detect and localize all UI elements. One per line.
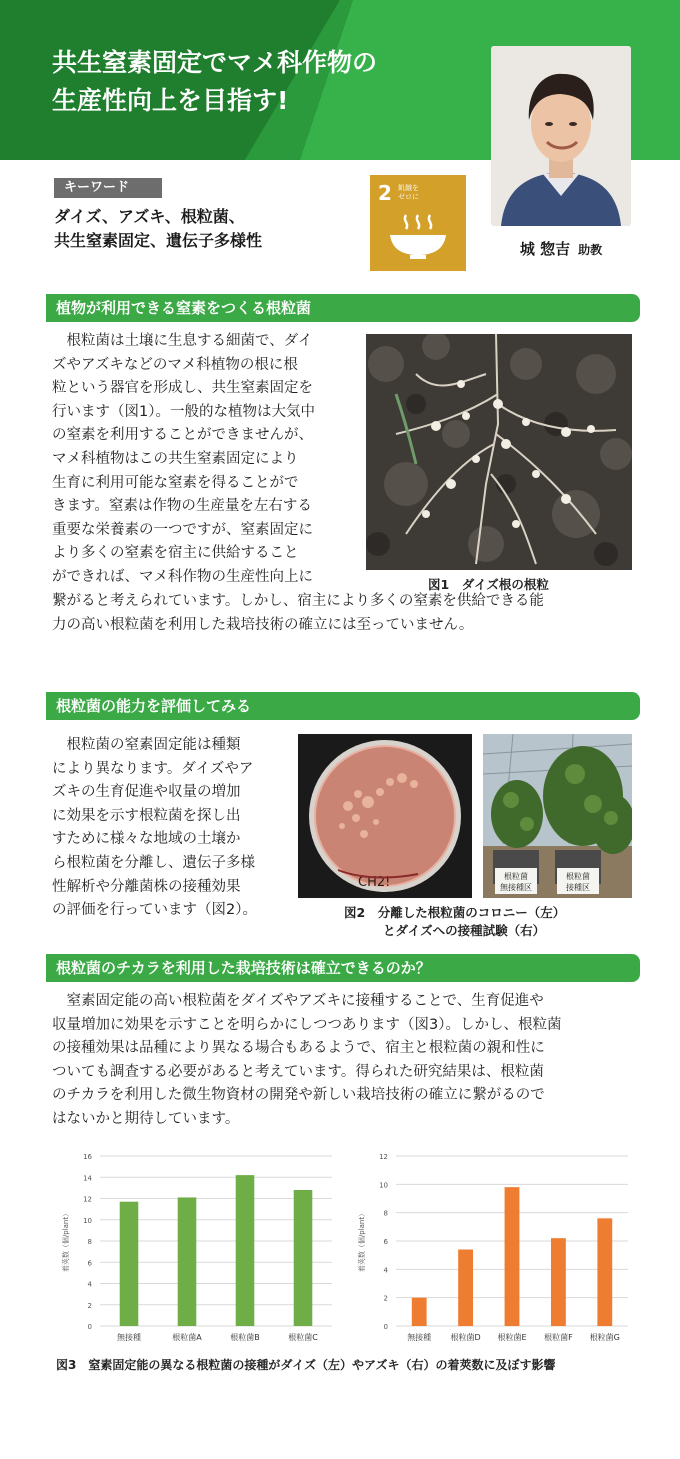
bar (551, 1238, 566, 1326)
y-tick-label: 10 (83, 1216, 92, 1225)
text-line: ができれば、マメ科作物の生産性向上に (52, 568, 313, 585)
bar (458, 1250, 473, 1327)
sdg-label (398, 184, 419, 202)
page-divider (0, 677, 680, 679)
keywords-line: 共生窒素固定、遺伝子多様性 (54, 231, 263, 250)
x-tick-label: 根粒菌E (497, 1333, 527, 1342)
bar (505, 1187, 520, 1326)
text-line: 性解析や分離菌株の接種効果 (52, 878, 241, 895)
y-tick-label: 6 (87, 1259, 92, 1268)
chart-soybean (52, 1146, 342, 1356)
text-line: より多くの窒素を宿主に供給すること (52, 545, 299, 562)
section-heading-3: 根粒菌のチカラを利用した栽培技術は確立できるのか？ (46, 954, 640, 982)
bar (412, 1298, 427, 1326)
bar (294, 1190, 313, 1326)
y-tick-label: 0 (383, 1323, 388, 1331)
text-line: きます。窒素は作物の生産量を左右する (52, 498, 312, 515)
keywords-label: キーワード (54, 178, 162, 198)
y-tick-label: 14 (83, 1174, 92, 1183)
bar (597, 1218, 612, 1326)
text-line: マメ科植物はこの共生窒素固定により (52, 450, 299, 467)
bar (178, 1197, 197, 1326)
portrait-image (491, 46, 631, 226)
y-tick-label: 4 (383, 1266, 388, 1275)
section3-paragraph (52, 990, 642, 1132)
sign-right-line: 根粒菌 (566, 872, 590, 881)
sdg-badge (370, 175, 466, 271)
sdg-number: 2 (378, 181, 392, 205)
page-title-line: 共生窒素固定でマメ科作物の (52, 48, 378, 77)
bar (120, 1202, 139, 1326)
author-role: 助教 (578, 243, 603, 257)
chart-soybean-svg (52, 1146, 342, 1356)
text-line: の窒素を利用することができませんが、 (52, 427, 313, 444)
sdg-label-line: 飢餓を (398, 184, 419, 192)
section1-paragraph-cont (52, 590, 642, 637)
figure2-caption (344, 904, 565, 940)
text-line: により異なります。ダイズやア (52, 760, 254, 777)
text-line: の接種効果は品種により異なる場合もあるようで、宿主と根粒菌の親和性に (52, 1040, 545, 1057)
chart-azuki-svg (348, 1146, 638, 1356)
figure1-caption: 図1 ダイズ根の根粒 (428, 577, 549, 592)
text-line: 重要な栄養素の一つですが、窒素固定に (52, 521, 313, 538)
keywords-text (54, 205, 262, 253)
page-title-line: 生産性向上を目指す! (52, 86, 289, 115)
sdg-label-line: ゼロに (398, 193, 419, 201)
figure2-caption-line: とダイズへの接種試験（右） (383, 923, 546, 938)
x-tick-label: 根粒菌D (450, 1333, 481, 1342)
y-tick-label: 0 (87, 1323, 92, 1331)
chart-azuki (348, 1146, 638, 1356)
y-tick-label: 12 (83, 1195, 92, 1204)
x-tick-label: 根粒菌G (589, 1333, 620, 1342)
text-line: はないかと期待しています。 (52, 1110, 240, 1127)
y-tick-label: 10 (379, 1181, 388, 1190)
figure2-colony-plate-photo (298, 734, 472, 898)
text-line: 力の高い根粒菌を利用した栽培技術の確立には至っていません。 (52, 616, 474, 633)
y-axis-label: 着莢数（個/plant） (358, 1209, 366, 1273)
text-line: 収量増加に効果を示すことを明らかにしつつあります（図3）。しかし、根粒菌 (52, 1016, 562, 1033)
text-line: ズキの生育促進や収量の増加 (52, 784, 241, 801)
text-line: 根粒菌の窒素固定能は種類 (52, 737, 241, 753)
text-line: ズやアズキなどのマメ科植物の根に根 (52, 356, 298, 373)
text-line: に効果を示す根粒菌を探し出 (52, 807, 241, 824)
y-tick-label: 8 (87, 1238, 92, 1246)
y-axis-label: 着莢数（個/plant） (62, 1209, 70, 1273)
text-line: の評価を行っています（図2）。 (52, 902, 257, 919)
y-tick-label: 2 (87, 1301, 92, 1310)
section2-paragraph (52, 734, 294, 923)
plate-label: CH2! (358, 875, 391, 890)
x-tick-label: 無接種 (407, 1333, 432, 1342)
text-line: 生育に利用可能な窒素を得ることがで (52, 474, 299, 491)
section-heading-1: 植物が利用できる窒素をつくる根粒菌 (46, 294, 640, 322)
text-line: 行います（図1）。一般的な植物は大気中 (52, 403, 315, 420)
figure2-inoculation-test-photo (483, 734, 632, 898)
text-line: 粒という器官を形成し、共生窒素固定を (52, 380, 313, 397)
text-line: ついても調査する必要があると考えています。得られた研究結果は、根粒菌 (52, 1063, 544, 1080)
x-tick-label: 根粒菌B (230, 1333, 260, 1342)
x-tick-label: 根粒菌A (172, 1333, 202, 1342)
x-tick-label: 根粒菌C (288, 1333, 318, 1342)
sign-left-line: 無接種区 (500, 883, 532, 892)
x-tick-label: 無接種 (117, 1333, 141, 1342)
text-line: 根粒菌は土壌に生息する細菌で、ダイ (52, 333, 313, 349)
bowl-icon (388, 213, 448, 261)
section-heading-2: 根粒菌の能力を評価してみる (46, 692, 640, 720)
keywords-line: ダイズ、アズキ、根粒菌、 (54, 207, 245, 226)
bar (236, 1175, 255, 1326)
y-tick-label: 4 (87, 1280, 92, 1289)
figure3-caption: 図3 窒素固定能の異なる根粒菌の接種がダイズ（左）やアズキ（右）の着莢数に及ぼす影響 (56, 1358, 556, 1372)
sign-left-line: 根粒菌 (504, 872, 528, 881)
y-tick-label: 8 (383, 1209, 388, 1218)
text-line: すために様々な地域の土壌か (52, 831, 241, 848)
x-tick-label: 根粒菌F (544, 1333, 573, 1342)
author-name-block (491, 238, 631, 259)
y-tick-label: 2 (383, 1294, 388, 1303)
author-name: 城 惣吉 (519, 240, 571, 258)
text-line: のチカラを利用した微生物資材の開発や新しい栽培技術の確立に繋がるので (52, 1087, 545, 1104)
y-tick-label: 6 (383, 1238, 388, 1246)
text-line: ら根粒菌を分離し、遺伝子多様 (52, 854, 255, 871)
sign-right-line: 接種区 (566, 883, 590, 892)
text-line: 窒素固定能の高い根粒菌をダイズやアズキに接種することで、生育促進や (52, 993, 544, 1009)
text-line: 繋がると考えられています。しかし、宿主により多くの窒素を供給できる能 (52, 593, 544, 609)
y-tick-label: 16 (83, 1153, 92, 1161)
section1-paragraph (52, 330, 357, 590)
page-title (52, 44, 472, 120)
y-tick-label: 12 (379, 1153, 388, 1161)
figure2-caption-line: 図2 分離した根粒菌のコロニー（左） (344, 905, 566, 920)
figure1-soybean-roots-photo (366, 334, 632, 570)
author-photo (491, 46, 631, 226)
